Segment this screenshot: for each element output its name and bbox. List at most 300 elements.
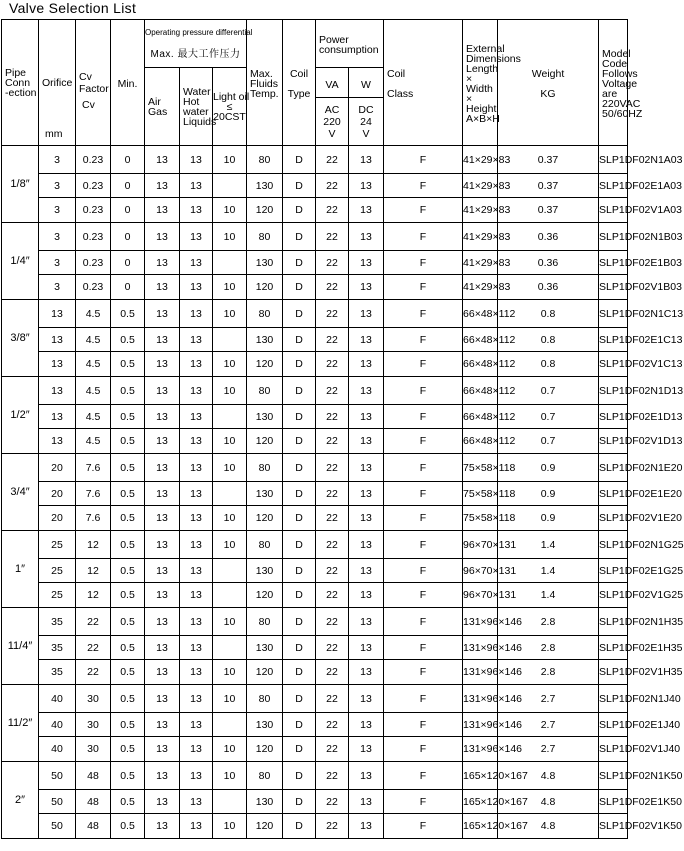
model-code-cell: SLP1DF02N1J40	[599, 685, 628, 713]
table-cell: 75×58×118	[463, 454, 498, 482]
table-cell: 0.5	[111, 814, 145, 839]
pipe-size-cell: 3/8″	[2, 300, 39, 377]
table-cell: 41×29×83	[463, 223, 498, 251]
table-cell: 35	[39, 660, 76, 685]
table-cell: 13	[349, 636, 384, 660]
table-cell: D	[283, 531, 316, 559]
table-cell: F	[384, 814, 463, 839]
table-cell: 0.5	[111, 583, 145, 608]
table-cell: 10	[213, 737, 247, 762]
table-cell: 130	[247, 328, 283, 352]
table-row	[2, 506, 628, 531]
table-cell: 130	[247, 174, 283, 198]
table-cell: 22	[316, 608, 349, 636]
table-cell: 13	[180, 762, 213, 790]
table-cell	[213, 713, 247, 737]
table-cell: 40	[39, 713, 76, 737]
table-cell: 13	[180, 146, 213, 174]
table-cell: 13	[145, 275, 180, 300]
table-cell: 13	[180, 251, 213, 275]
table-cell: 13	[145, 531, 180, 559]
table-row	[2, 713, 628, 737]
table-cell: 10	[213, 506, 247, 531]
model-code-header: Model Code Follows Voltage are 220VAC 50/60HZ	[599, 20, 628, 146]
table-cell: 13	[349, 814, 384, 839]
table-row	[2, 685, 628, 713]
table-cell: 4.5	[76, 405, 111, 429]
pipe-size-cell: 11/2″	[2, 685, 39, 762]
table-cell: 22	[76, 608, 111, 636]
table-cell: 13	[145, 300, 180, 328]
table-cell: 25	[39, 583, 76, 608]
table-row	[2, 814, 628, 839]
table-cell: 13	[145, 174, 180, 198]
pipe-header: Pipe Conn -ection	[2, 20, 39, 146]
table-cell: 22	[316, 328, 349, 352]
table-cell: 130	[247, 713, 283, 737]
table-cell: 41×29×83	[463, 146, 498, 174]
table-cell: F	[384, 559, 463, 583]
table-cell: 22	[316, 506, 349, 531]
table-row	[2, 636, 628, 660]
table-cell: D	[283, 300, 316, 328]
table-cell: 0	[111, 198, 145, 223]
table-cell: 66×48×112	[463, 429, 498, 454]
pipe-size-cell: 1″	[2, 531, 39, 608]
table-cell: 0.5	[111, 636, 145, 660]
table-cell: D	[283, 506, 316, 531]
table-cell: 12	[76, 531, 111, 559]
table-cell: 13	[145, 251, 180, 275]
model-code-cell: SLP1DF02V1H35	[599, 660, 628, 685]
table-cell: 165×120×167	[463, 790, 498, 814]
pipe-size-cell: 1/2″	[2, 377, 39, 454]
model-code-cell: SLP1DF02E1D13	[599, 405, 628, 429]
table-cell: 80	[247, 685, 283, 713]
table-row	[2, 275, 628, 300]
max-temp-header: Max. Fluids Temp.	[247, 20, 283, 146]
table-cell: 20	[39, 506, 76, 531]
table-cell: 41×29×83	[463, 251, 498, 275]
table-cell: 22	[316, 762, 349, 790]
pipe-size-cell: 2″	[2, 762, 39, 839]
table-cell: 131×96×146	[463, 636, 498, 660]
table-cell: F	[384, 762, 463, 790]
table-cell: 0.7	[498, 377, 599, 405]
table-cell: 165×120×167	[463, 762, 498, 790]
table-cell: 1.4	[498, 531, 599, 559]
table-row	[2, 174, 628, 198]
table-cell: 3	[39, 198, 76, 223]
table-cell: F	[384, 636, 463, 660]
table-cell: F	[384, 405, 463, 429]
cv-header: Cv Factor Cv	[76, 20, 111, 146]
table-row	[2, 405, 628, 429]
table-cell: 13	[39, 429, 76, 454]
table-cell: 22	[316, 174, 349, 198]
table-cell: 13	[145, 660, 180, 685]
table-cell: D	[283, 790, 316, 814]
table-cell: 4.8	[498, 762, 599, 790]
table-cell: F	[384, 300, 463, 328]
table-cell: 2.7	[498, 713, 599, 737]
table-cell: D	[283, 660, 316, 685]
table-cell: 66×48×112	[463, 328, 498, 352]
table-cell: 0.5	[111, 482, 145, 506]
table-row	[2, 377, 628, 405]
air-header: Air Gas	[145, 68, 180, 146]
table-cell: F	[384, 454, 463, 482]
table-cell: 80	[247, 531, 283, 559]
table-cell	[213, 636, 247, 660]
table-cell: F	[384, 223, 463, 251]
model-code-cell: SLP1DF02E1A03	[599, 174, 628, 198]
table-cell: 13	[180, 583, 213, 608]
table-cell: 0.8	[498, 328, 599, 352]
table-cell: 13	[349, 174, 384, 198]
table-cell: 0.5	[111, 608, 145, 636]
table-cell: 13	[349, 506, 384, 531]
table-cell: F	[384, 506, 463, 531]
table-cell: 40	[39, 737, 76, 762]
table-cell: 66×48×112	[463, 352, 498, 377]
table-cell: 0	[111, 146, 145, 174]
table-cell: 1.4	[498, 583, 599, 608]
table-cell: 0.23	[76, 251, 111, 275]
table-cell: 13	[39, 405, 76, 429]
table-cell: 13	[349, 454, 384, 482]
pipe-size-cell: 1/8″	[2, 146, 39, 223]
table-cell: 25	[39, 559, 76, 583]
table-cell: 0.37	[498, 146, 599, 174]
table-cell: 13	[349, 198, 384, 223]
pressure-header: Operating pressure differential Max. 最大工作压力	[145, 20, 247, 68]
table-row	[2, 531, 628, 559]
table-cell: 0.5	[111, 300, 145, 328]
table-cell: F	[384, 608, 463, 636]
table-cell: 22	[316, 814, 349, 839]
table-cell: 13	[145, 608, 180, 636]
table-cell: 13	[145, 814, 180, 839]
table-cell: 2.7	[498, 737, 599, 762]
table-cell: 13	[145, 223, 180, 251]
table-cell: 13	[180, 454, 213, 482]
table-cell: 13	[349, 531, 384, 559]
table-cell: D	[283, 608, 316, 636]
table-cell: F	[384, 275, 463, 300]
table-cell: 13	[180, 482, 213, 506]
table-cell: 13	[349, 300, 384, 328]
table-cell: 13	[180, 377, 213, 405]
table-cell: 13	[180, 174, 213, 198]
table-cell: 50	[39, 814, 76, 839]
model-code-cell: SLP1DF02E1K50	[599, 790, 628, 814]
table-cell: 131×96×146	[463, 608, 498, 636]
table-cell: 96×70×131	[463, 583, 498, 608]
table-cell	[213, 174, 247, 198]
table-cell	[213, 405, 247, 429]
table-cell: F	[384, 660, 463, 685]
table-cell: 13	[180, 636, 213, 660]
table-cell: F	[384, 198, 463, 223]
table-cell: 2.8	[498, 608, 599, 636]
model-code-cell: SLP1DF02V1G25	[599, 583, 628, 608]
w-header: W	[349, 68, 384, 98]
table-cell: 13	[180, 275, 213, 300]
table-row	[2, 146, 628, 174]
table-cell: 12	[76, 583, 111, 608]
table-cell: 13	[145, 636, 180, 660]
table-cell: 13	[180, 506, 213, 531]
table-cell: 0.36	[498, 251, 599, 275]
table-cell: 13	[145, 429, 180, 454]
table-cell: 13	[180, 198, 213, 223]
table-cell: 0.5	[111, 377, 145, 405]
table-row	[2, 328, 628, 352]
table-row	[2, 762, 628, 790]
table-cell: 13	[349, 377, 384, 405]
table-cell: 30	[76, 685, 111, 713]
table-cell: 13	[180, 660, 213, 685]
table-cell: D	[283, 713, 316, 737]
table-cell: 13	[145, 146, 180, 174]
table-cell: D	[283, 174, 316, 198]
table-cell: 13	[145, 685, 180, 713]
table-cell: 13	[145, 506, 180, 531]
table-cell: 0.37	[498, 174, 599, 198]
table-cell: 10	[213, 275, 247, 300]
light-oil-header: Light oil ≤ 20CST	[213, 68, 247, 146]
table-cell: 120	[247, 506, 283, 531]
table-cell: 3	[39, 223, 76, 251]
table-cell: D	[283, 146, 316, 174]
table-cell: 13	[39, 377, 76, 405]
table-cell: 130	[247, 251, 283, 275]
table-cell: 13	[349, 583, 384, 608]
table-cell: 4.5	[76, 429, 111, 454]
table-cell	[213, 790, 247, 814]
table-cell: 0.23	[76, 198, 111, 223]
table-cell: F	[384, 146, 463, 174]
table-row	[2, 251, 628, 275]
table-cell: 13	[145, 559, 180, 583]
power-header: Power consumption	[316, 20, 384, 68]
table-cell: 13	[349, 762, 384, 790]
table-cell: 30	[76, 737, 111, 762]
table-cell: 10	[213, 660, 247, 685]
table-cell: 13	[180, 328, 213, 352]
table-cell: 130	[247, 790, 283, 814]
table-cell: 13	[180, 531, 213, 559]
table-cell: 22	[316, 531, 349, 559]
pipe-size-cell: 1/4″	[2, 223, 39, 300]
table-cell: 2.8	[498, 660, 599, 685]
model-code-cell: SLP1DF02V1C13	[599, 352, 628, 377]
table-cell: F	[384, 713, 463, 737]
table-cell: 0.37	[498, 198, 599, 223]
table-cell: 0.5	[111, 429, 145, 454]
table-cell: D	[283, 275, 316, 300]
table-cell: 22	[316, 251, 349, 275]
table-row	[2, 583, 628, 608]
table-cell: 131×96×146	[463, 660, 498, 685]
table-cell: 35	[39, 608, 76, 636]
table-cell: 50	[39, 790, 76, 814]
table-cell: 10	[213, 377, 247, 405]
table-row	[2, 352, 628, 377]
table-cell: 0.5	[111, 352, 145, 377]
table-cell: 13	[349, 328, 384, 352]
table-cell: 4.8	[498, 790, 599, 814]
model-code-cell: SLP1DF02E1E20	[599, 482, 628, 506]
table-cell: 20	[39, 454, 76, 482]
table-cell: 41×29×83	[463, 198, 498, 223]
table-cell: 66×48×112	[463, 300, 498, 328]
table-cell: 165×120×167	[463, 814, 498, 839]
table-cell: 4.5	[76, 300, 111, 328]
table-cell: D	[283, 685, 316, 713]
table-cell: 120	[247, 198, 283, 223]
table-cell: 3	[39, 174, 76, 198]
table-cell: 3	[39, 275, 76, 300]
table-cell: 0.5	[111, 506, 145, 531]
table-cell: 13	[39, 328, 76, 352]
table-cell: 10	[213, 608, 247, 636]
table-cell: 13	[145, 454, 180, 482]
table-cell: F	[384, 328, 463, 352]
table-cell: 80	[247, 223, 283, 251]
table-cell: 22	[316, 405, 349, 429]
table-cell: 22	[316, 713, 349, 737]
table-cell: 3	[39, 146, 76, 174]
table-cell: 4.5	[76, 328, 111, 352]
model-code-cell: SLP1DF02V1D13	[599, 429, 628, 454]
table-cell: 0.7	[498, 405, 599, 429]
table-cell: 13	[145, 790, 180, 814]
table-cell: 120	[247, 660, 283, 685]
table-cell: 13	[349, 559, 384, 583]
table-cell: 120	[247, 429, 283, 454]
table-cell: 13	[145, 405, 180, 429]
table-cell: 13	[145, 737, 180, 762]
table-cell: D	[283, 352, 316, 377]
table-cell: 13	[349, 352, 384, 377]
table-cell: 0.7	[498, 429, 599, 454]
table-cell: D	[283, 762, 316, 790]
table-cell: F	[384, 377, 463, 405]
table-cell: 0.9	[498, 454, 599, 482]
table-cell: 13	[180, 814, 213, 839]
table-cell: 10	[213, 146, 247, 174]
table-cell: 120	[247, 275, 283, 300]
table-cell: 7.6	[76, 482, 111, 506]
table-cell: 120	[247, 737, 283, 762]
table-cell: 0.5	[111, 660, 145, 685]
table-cell: 120	[247, 583, 283, 608]
table-cell: 13	[180, 737, 213, 762]
table-cell: 13	[349, 608, 384, 636]
table-cell: 10	[213, 429, 247, 454]
table-cell: 13	[349, 685, 384, 713]
table-cell: 130	[247, 405, 283, 429]
table-cell: 10	[213, 762, 247, 790]
table-cell: 130	[247, 559, 283, 583]
table-cell: 13	[180, 559, 213, 583]
table-cell: F	[384, 737, 463, 762]
table-cell: 13	[145, 482, 180, 506]
model-code-cell: SLP1DF02V1K50	[599, 814, 628, 839]
table-cell: 4.5	[76, 377, 111, 405]
table-cell: 22	[316, 223, 349, 251]
table-cell: 0	[111, 174, 145, 198]
table-cell: 13	[180, 608, 213, 636]
table-cell: F	[384, 482, 463, 506]
table-cell: 7.6	[76, 506, 111, 531]
table-cell: 2.7	[498, 685, 599, 713]
table-cell: 13	[145, 377, 180, 405]
model-code-cell: SLP1DF02N1H35	[599, 608, 628, 636]
table-cell: 13	[349, 275, 384, 300]
table-cell: 22	[316, 583, 349, 608]
model-code-cell: SLP1DF02E1C13	[599, 328, 628, 352]
table-cell: 10	[213, 223, 247, 251]
table-cell: 13	[349, 429, 384, 454]
table-cell: 22	[316, 352, 349, 377]
table-cell: D	[283, 583, 316, 608]
table-cell: 0.5	[111, 328, 145, 352]
table-cell: 2.8	[498, 636, 599, 660]
table-cell: 4.5	[76, 352, 111, 377]
table-cell: F	[384, 531, 463, 559]
table-cell: 13	[180, 685, 213, 713]
model-code-cell: SLP1DF02V1A03	[599, 198, 628, 223]
table-cell: D	[283, 814, 316, 839]
table-cell: D	[283, 559, 316, 583]
table-cell: D	[283, 251, 316, 275]
coil-type-header: Coil Type	[283, 20, 316, 146]
table-cell: 13	[145, 713, 180, 737]
table-cell: F	[384, 790, 463, 814]
external-dimensions-header: External Dimensions Length × Width × Height A×B×H	[463, 20, 498, 146]
table-cell: 13	[180, 429, 213, 454]
table-cell: 13	[180, 405, 213, 429]
water-header: Water Hot water Liquids	[180, 68, 213, 146]
table-cell: 130	[247, 636, 283, 660]
table-cell: 0.5	[111, 559, 145, 583]
table-cell: 50	[39, 762, 76, 790]
table-cell: 13	[349, 737, 384, 762]
table-cell: 0.9	[498, 482, 599, 506]
table-cell: 80	[247, 454, 283, 482]
table-row	[2, 223, 628, 251]
table-cell: 22	[316, 198, 349, 223]
table-cell: 0.5	[111, 685, 145, 713]
table-cell: 22	[316, 636, 349, 660]
table-cell: 13	[145, 328, 180, 352]
table-cell: 48	[76, 814, 111, 839]
orifice-header: Orifice mm	[39, 20, 76, 146]
table-row	[2, 454, 628, 482]
table-cell: 66×48×112	[463, 405, 498, 429]
pipe-size-cell: 3/4″	[2, 454, 39, 531]
model-code-cell: SLP1DF02V1B03	[599, 275, 628, 300]
model-code-cell: SLP1DF02E1B03	[599, 251, 628, 275]
table-cell: 22	[316, 660, 349, 685]
table-cell: 80	[247, 377, 283, 405]
table-cell: 0.5	[111, 531, 145, 559]
table-cell: 13	[349, 405, 384, 429]
table-cell: 10	[213, 352, 247, 377]
